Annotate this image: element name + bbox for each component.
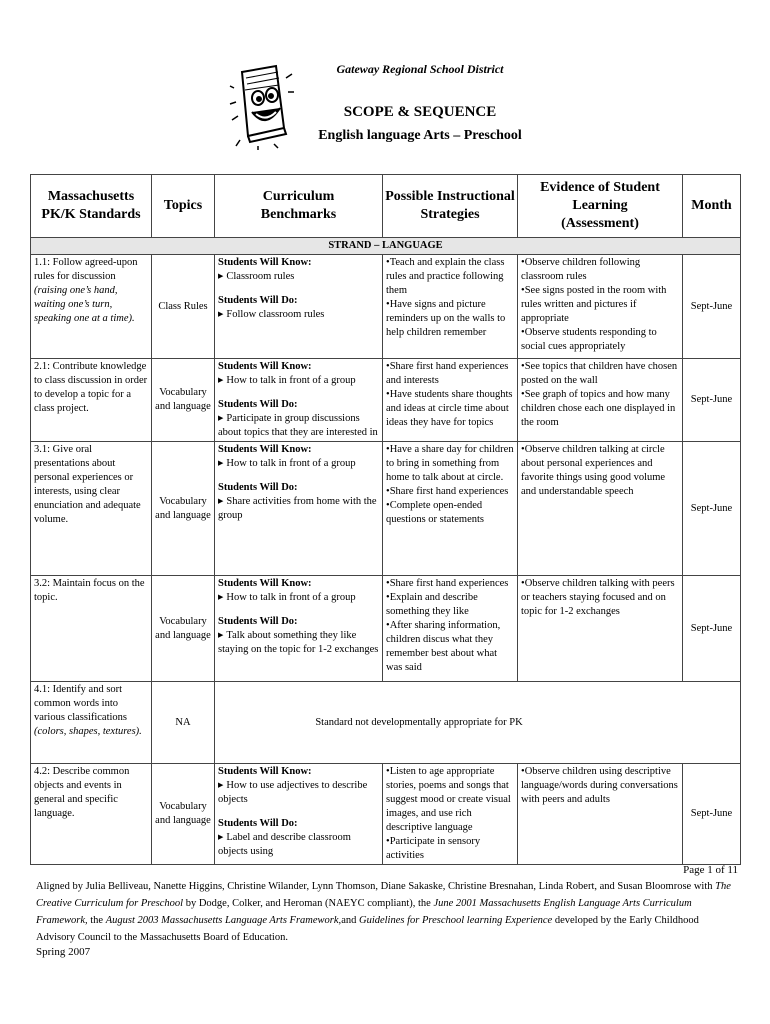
topic-cell: Vocabulary and language — [152, 576, 215, 682]
topic-cell: Vocabulary and language — [152, 442, 215, 576]
month-cell: Sept-June — [683, 359, 741, 442]
benchmark-cell: Students Will Know: ▶ How to talk in front of a group Students Will Do: ▶ Share activities from home with the group — [215, 442, 383, 576]
col-header-standards: Massachusetts PK/K Standards — [31, 175, 152, 238]
standard-cell: 2.1: Contribute knowledge to class discussion in order to develop a topic for a class project. — [31, 359, 152, 442]
table-row — [31, 682, 741, 764]
strategies-cell: • Share first hand experiences • Explain and describe something they like • After sharing information, children discus what they remember best about what was said — [383, 576, 518, 682]
month-cell: Sept-June — [683, 576, 741, 682]
topic-cell: NA — [152, 682, 215, 764]
col-header-assessment: Evidence of Student Learning (Assessment) — [518, 175, 683, 238]
evidence-cell: • Observe children talking at circle about personal experiences and favorite things using good volume and understandable speech — [518, 442, 683, 576]
benchmark-cell: Students Will Know: ▶ How to use adjectives to describe objects Students Will Do: ▶ Label and describe classroom objects using — [215, 764, 383, 865]
page-number: Page 1 of 11 — [683, 864, 738, 876]
col-header-month: Month — [683, 175, 741, 238]
table-row — [31, 255, 741, 359]
month-cell: Sept-June — [683, 764, 741, 865]
benchmark-cell: Students Will Know: ▶ How to talk in front of a group Students Will Do: ▶ Participate in group discussions about topics that they are interested in — [215, 359, 383, 442]
col-header-benchmarks: Curriculum Benchmarks — [215, 175, 383, 238]
standard-cell: 1.1: Follow agreed-upon rules for discussion (raising one’s hand, waiting one’s turn, speaking one at a time). — [31, 255, 152, 359]
table-header-row — [31, 175, 741, 238]
table-row — [31, 442, 741, 576]
district-name: Gateway Regional School District — [336, 62, 504, 76]
topic-cell: Vocabulary and language — [152, 359, 215, 442]
document-title: SCOPE & SEQUENCE — [343, 104, 497, 120]
cartoon-book-logo — [228, 58, 294, 150]
document-date: Spring 2007 — [36, 946, 91, 958]
topic-cell: Class Rules — [152, 255, 215, 359]
topic-cell: Vocabulary and language — [152, 764, 215, 865]
month-cell: Sept-June — [683, 255, 741, 359]
strategies-cell: • Have a share day for children to bring in something from home to talk about at circle. • Share first hand experiences • Complete open-ended questions or statements — [383, 442, 518, 576]
scope-sequence-table — [30, 174, 741, 865]
standard-cell: 3.1: Give oral presentations about personal experiences or interests, using clear enunciation and adequate volume. — [31, 442, 152, 576]
alignment-credits: Aligned by Julia Belliveau, Nanette Higgins, Christine Wilander, Lynn Thomson, Diane Sakaske, Christine Bresnahan, Linda Robert, and Susan Bloomrose with The Creative Curriculum for Preschool by Dodge, Colker, and Heroman (NAEYC compliant), the June 2001 Massachusetts English Language Arts Curriculum Framework, the August 2003 Massachusetts Language Arts Framework,and Guidelines for Preschool learning Experience developed by the Early Childhood Advisory Council to the Massachusetts Board of Education. — [36, 881, 731, 943]
table-row — [31, 359, 741, 442]
strand-row — [31, 238, 741, 255]
standard-cell: 3.2: Maintain focus on the topic. — [31, 576, 152, 682]
table-row — [31, 576, 741, 682]
evidence-cell: • Observe children talking with peers or teachers staying focused and on topic for 1-2 exchanges — [518, 576, 683, 682]
benchmark-cell: Students Will Know: ▶ Classroom rules Students Will Do: ▶ Follow classroom rules — [215, 255, 383, 359]
col-header-topics: Topics — [152, 175, 215, 238]
strategies-cell: • Teach and explain the class rules and practice following them • Have signs and picture reminders up on the walls to help children remember — [383, 255, 518, 359]
document-subtitle: English language Arts – Preschool — [318, 128, 522, 143]
evidence-cell: • Observe children following classroom rules • See signs posted in the room with rules written and pictures if appropriate • Observe students responding to social cues appropriately — [518, 255, 683, 359]
standard-cell: 4.2: Describe common objects and events in general and specific language. — [31, 764, 152, 865]
table-row — [31, 764, 741, 865]
strategies-cell: • Listen to age appropriate stories, poems and songs that suggest mood or create visual images, and use rich descriptive language • Participate in sensory activities — [383, 764, 518, 865]
strand-title: STRAND – LANGUAGE — [31, 238, 741, 255]
month-cell: Sept-June — [683, 442, 741, 576]
col-header-strategies: Possible Instructional Strategies — [383, 175, 518, 238]
evidence-cell: • See topics that children have chosen posted on the wall • See graph of topics and how many children chose each one displayed in the room — [518, 359, 683, 442]
strategies-cell: • Share first hand experiences and interests • Have students share thoughts and ideas at circle time about ideas they have for topics — [383, 359, 518, 442]
standard-cell: 4.1: Identify and sort common words into various classifications (colors, shapes, textures). — [31, 682, 152, 764]
benchmark-cell: Students Will Know: ▶ How to talk in front of a group Students Will Do: ▶ Talk about something they like staying on the topic for 1-2 exchanges — [215, 576, 383, 682]
not-applicable-note: Standard not developmentally appropriate for PK — [215, 682, 741, 764]
evidence-cell: • Observe children using descriptive language/words during conversations with peers and adults — [518, 764, 683, 865]
